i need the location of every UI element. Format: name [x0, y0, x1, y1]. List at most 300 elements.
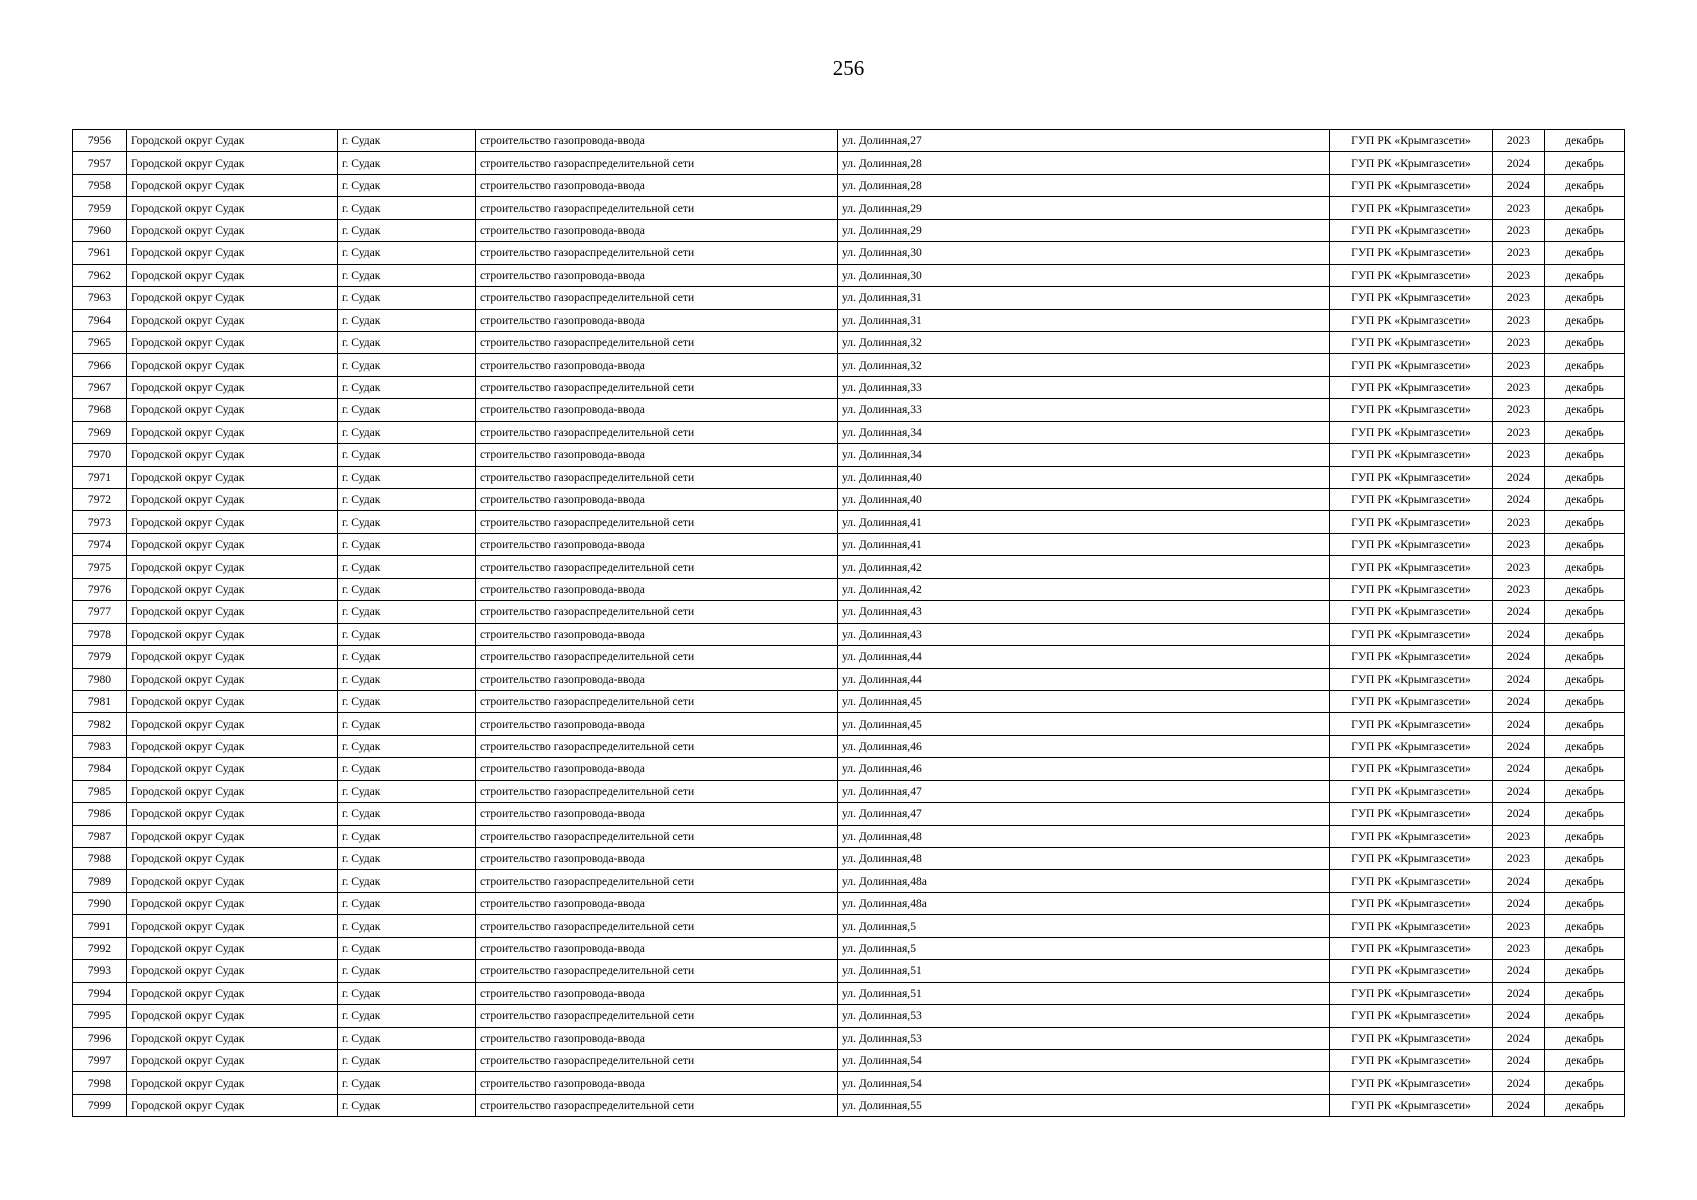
- work-type-cell: строительство газопровода-ввода: [476, 937, 838, 959]
- table-row: [73, 533, 1625, 555]
- row-number-cell: 7960: [73, 219, 127, 241]
- row-number-cell: 7997: [73, 1049, 127, 1071]
- contractor-cell: ГУП РК «Крымгазсети»: [1330, 713, 1493, 735]
- row-number-cell: 7999: [73, 1094, 127, 1116]
- municipality-cell: Городской округ Судак: [127, 690, 338, 712]
- settlement-cell: г. Судак: [338, 219, 476, 241]
- contractor-cell: ГУП РК «Крымгазсети»: [1330, 1094, 1493, 1116]
- settlement-cell: г. Судак: [338, 264, 476, 286]
- table-row: [73, 668, 1625, 690]
- row-number-cell: 7970: [73, 444, 127, 466]
- table-row: [73, 219, 1625, 241]
- year-cell: 2023: [1493, 331, 1545, 353]
- month-cell: декабрь: [1545, 960, 1625, 982]
- gasification-schedule-table: [72, 129, 1625, 1117]
- work-type-cell: строительство газопровода-ввода: [476, 803, 838, 825]
- address-cell: ул. Долинная,47: [838, 780, 1330, 802]
- municipality-cell: Городской округ Судак: [127, 892, 338, 914]
- row-number-cell: 7969: [73, 421, 127, 443]
- contractor-cell: ГУП РК «Крымгазсети»: [1330, 780, 1493, 802]
- contractor-cell: ГУП РК «Крымгазсети»: [1330, 803, 1493, 825]
- month-cell: декабрь: [1545, 489, 1625, 511]
- table-row: [73, 376, 1625, 398]
- year-cell: 2023: [1493, 578, 1545, 600]
- year-cell: 2024: [1493, 152, 1545, 174]
- contractor-cell: ГУП РК «Крымгазсети»: [1330, 646, 1493, 668]
- work-type-cell: строительство газопровода-ввода: [476, 578, 838, 600]
- work-type-cell: строительство газопровода-ввода: [476, 848, 838, 870]
- address-cell: ул. Долинная,32: [838, 331, 1330, 353]
- row-number-cell: 7958: [73, 174, 127, 196]
- address-cell: ул. Долинная,48а: [838, 870, 1330, 892]
- work-type-cell: строительство газораспределительной сети: [476, 511, 838, 533]
- contractor-cell: ГУП РК «Крымгазсети»: [1330, 309, 1493, 331]
- contractor-cell: ГУП РК «Крымгазсети»: [1330, 915, 1493, 937]
- row-number-cell: 7987: [73, 825, 127, 847]
- work-type-cell: строительство газопровода-ввода: [476, 1072, 838, 1094]
- contractor-cell: ГУП РК «Крымгазсети»: [1330, 444, 1493, 466]
- month-cell: декабрь: [1545, 982, 1625, 1004]
- row-number-cell: 7959: [73, 197, 127, 219]
- table-row: [73, 892, 1625, 914]
- municipality-cell: Городской округ Судак: [127, 331, 338, 353]
- table-row: [73, 713, 1625, 735]
- year-cell: 2023: [1493, 354, 1545, 376]
- page-number: 256: [832, 56, 865, 80]
- contractor-cell: ГУП РК «Крымгазсети»: [1330, 937, 1493, 959]
- row-number-cell: 7980: [73, 668, 127, 690]
- settlement-cell: г. Судак: [338, 960, 476, 982]
- settlement-cell: г. Судак: [338, 287, 476, 309]
- month-cell: декабрь: [1545, 511, 1625, 533]
- work-type-cell: строительство газораспределительной сети: [476, 376, 838, 398]
- settlement-cell: г. Судак: [338, 197, 476, 219]
- work-type-cell: строительство газораспределительной сети: [476, 1049, 838, 1071]
- contractor-cell: ГУП РК «Крымгазсети»: [1330, 489, 1493, 511]
- settlement-cell: г. Судак: [338, 1005, 476, 1027]
- year-cell: 2023: [1493, 848, 1545, 870]
- work-type-cell: строительство газораспределительной сети: [476, 1005, 838, 1027]
- work-type-cell: строительство газораспределительной сети: [476, 421, 838, 443]
- municipality-cell: Городской округ Судак: [127, 870, 338, 892]
- settlement-cell: г. Судак: [338, 376, 476, 398]
- month-cell: декабрь: [1545, 309, 1625, 331]
- settlement-cell: г. Судак: [338, 713, 476, 735]
- contractor-cell: ГУП РК «Крымгазсети»: [1330, 533, 1493, 555]
- work-type-cell: строительство газопровода-ввода: [476, 489, 838, 511]
- table-row: [73, 264, 1625, 286]
- contractor-cell: ГУП РК «Крымгазсети»: [1330, 690, 1493, 712]
- address-cell: ул. Долинная,48а: [838, 892, 1330, 914]
- contractor-cell: ГУП РК «Крымгазсети»: [1330, 735, 1493, 757]
- address-cell: ул. Долинная,29: [838, 197, 1330, 219]
- municipality-cell: Городской округ Судак: [127, 1005, 338, 1027]
- table-row: [73, 197, 1625, 219]
- table-row: [73, 1049, 1625, 1071]
- table-row: [73, 466, 1625, 488]
- settlement-cell: г. Судак: [338, 1072, 476, 1094]
- year-cell: 2024: [1493, 780, 1545, 802]
- contractor-cell: ГУП РК «Крымгазсети»: [1330, 219, 1493, 241]
- row-number-cell: 7992: [73, 937, 127, 959]
- work-type-cell: строительство газопровода-ввода: [476, 219, 838, 241]
- work-type-cell: строительство газораспределительной сети: [476, 825, 838, 847]
- month-cell: декабрь: [1545, 466, 1625, 488]
- municipality-cell: Городской округ Судак: [127, 533, 338, 555]
- settlement-cell: г. Судак: [338, 690, 476, 712]
- settlement-cell: г. Судак: [338, 331, 476, 353]
- table-row: [73, 623, 1625, 645]
- contractor-cell: ГУП РК «Крымгазсети»: [1330, 848, 1493, 870]
- row-number-cell: 7988: [73, 848, 127, 870]
- work-type-cell: строительство газопровода-ввода: [476, 758, 838, 780]
- table-row: [73, 960, 1625, 982]
- municipality-cell: Городской округ Судак: [127, 848, 338, 870]
- year-cell: 2024: [1493, 489, 1545, 511]
- contractor-cell: ГУП РК «Крымгазсети»: [1330, 421, 1493, 443]
- table-row: [73, 1072, 1625, 1094]
- table-row: [73, 444, 1625, 466]
- month-cell: декабрь: [1545, 421, 1625, 443]
- contractor-cell: ГУП РК «Крымгазсети»: [1330, 982, 1493, 1004]
- work-type-cell: строительство газопровода-ввода: [476, 174, 838, 196]
- work-type-cell: строительство газопровода-ввода: [476, 713, 838, 735]
- month-cell: декабрь: [1545, 646, 1625, 668]
- month-cell: декабрь: [1545, 601, 1625, 623]
- contractor-cell: ГУП РК «Крымгазсети»: [1330, 1072, 1493, 1094]
- year-cell: 2024: [1493, 690, 1545, 712]
- row-number-cell: 7964: [73, 309, 127, 331]
- address-cell: ул. Долинная,31: [838, 287, 1330, 309]
- row-number-cell: 7967: [73, 376, 127, 398]
- settlement-cell: г. Судак: [338, 937, 476, 959]
- contractor-cell: ГУП РК «Крымгазсети»: [1330, 1005, 1493, 1027]
- work-type-cell: строительство газораспределительной сети: [476, 1094, 838, 1116]
- month-cell: декабрь: [1545, 690, 1625, 712]
- table-row: [73, 511, 1625, 533]
- table-row: [73, 848, 1625, 870]
- table-row: [73, 399, 1625, 421]
- contractor-cell: ГУП РК «Крымгазсети»: [1330, 264, 1493, 286]
- address-cell: ул. Долинная,54: [838, 1072, 1330, 1094]
- address-cell: ул. Долинная,40: [838, 466, 1330, 488]
- settlement-cell: г. Судак: [338, 848, 476, 870]
- address-cell: ул. Долинная,34: [838, 421, 1330, 443]
- address-cell: ул. Долинная,55: [838, 1094, 1330, 1116]
- month-cell: декабрь: [1545, 556, 1625, 578]
- table-row: [73, 690, 1625, 712]
- month-cell: декабрь: [1545, 578, 1625, 600]
- settlement-cell: г. Судак: [338, 623, 476, 645]
- year-cell: 2023: [1493, 376, 1545, 398]
- address-cell: ул. Долинная,40: [838, 489, 1330, 511]
- address-cell: ул. Долинная,31: [838, 309, 1330, 331]
- year-cell: 2023: [1493, 421, 1545, 443]
- row-number-cell: 7985: [73, 780, 127, 802]
- month-cell: декабрь: [1545, 848, 1625, 870]
- row-number-cell: 7956: [73, 130, 127, 152]
- municipality-cell: Городской округ Судак: [127, 1094, 338, 1116]
- row-number-cell: 7966: [73, 354, 127, 376]
- row-number-cell: 7990: [73, 892, 127, 914]
- work-type-cell: строительство газораспределительной сети: [476, 556, 838, 578]
- work-type-cell: строительство газораспределительной сети: [476, 331, 838, 353]
- month-cell: декабрь: [1545, 1072, 1625, 1094]
- address-cell: ул. Долинная,54: [838, 1049, 1330, 1071]
- month-cell: декабрь: [1545, 870, 1625, 892]
- year-cell: 2024: [1493, 735, 1545, 757]
- settlement-cell: г. Судак: [338, 309, 476, 331]
- month-cell: декабрь: [1545, 331, 1625, 353]
- year-cell: 2023: [1493, 287, 1545, 309]
- address-cell: ул. Долинная,51: [838, 960, 1330, 982]
- settlement-cell: г. Судак: [338, 1049, 476, 1071]
- contractor-cell: ГУП РК «Крымгазсети»: [1330, 668, 1493, 690]
- table-row: [73, 803, 1625, 825]
- municipality-cell: Городской округ Судак: [127, 668, 338, 690]
- work-type-cell: строительство газопровода-ввода: [476, 354, 838, 376]
- table-row: [73, 174, 1625, 196]
- settlement-cell: г. Судак: [338, 1027, 476, 1049]
- work-type-cell: строительство газораспределительной сети: [476, 735, 838, 757]
- year-cell: 2024: [1493, 601, 1545, 623]
- month-cell: декабрь: [1545, 668, 1625, 690]
- settlement-cell: г. Судак: [338, 982, 476, 1004]
- month-cell: декабрь: [1545, 937, 1625, 959]
- address-cell: ул. Долинная,28: [838, 174, 1330, 196]
- year-cell: 2024: [1493, 1005, 1545, 1027]
- municipality-cell: Городской округ Судак: [127, 130, 338, 152]
- year-cell: 2024: [1493, 892, 1545, 914]
- municipality-cell: Городской округ Судак: [127, 399, 338, 421]
- row-number-cell: 7984: [73, 758, 127, 780]
- row-number-cell: 7983: [73, 735, 127, 757]
- settlement-cell: г. Судак: [338, 399, 476, 421]
- table-row: [73, 937, 1625, 959]
- municipality-cell: Городской округ Судак: [127, 758, 338, 780]
- settlement-cell: г. Судак: [338, 892, 476, 914]
- settlement-cell: г. Судак: [338, 421, 476, 443]
- month-cell: декабрь: [1545, 354, 1625, 376]
- settlement-cell: г. Судак: [338, 533, 476, 555]
- address-cell: ул. Долинная,33: [838, 376, 1330, 398]
- address-cell: ул. Долинная,33: [838, 399, 1330, 421]
- month-cell: декабрь: [1545, 1027, 1625, 1049]
- address-cell: ул. Долинная,5: [838, 937, 1330, 959]
- work-type-cell: строительство газораспределительной сети: [476, 287, 838, 309]
- address-cell: ул. Долинная,41: [838, 511, 1330, 533]
- work-type-cell: строительство газораспределительной сети: [476, 197, 838, 219]
- municipality-cell: Городской округ Судак: [127, 174, 338, 196]
- year-cell: 2023: [1493, 309, 1545, 331]
- contractor-cell: ГУП РК «Крымгазсети»: [1330, 197, 1493, 219]
- settlement-cell: г. Судак: [338, 1094, 476, 1116]
- contractor-cell: ГУП РК «Крымгазсети»: [1330, 130, 1493, 152]
- contractor-cell: ГУП РК «Крымгазсети»: [1330, 870, 1493, 892]
- municipality-cell: Городской округ Судак: [127, 152, 338, 174]
- work-type-cell: строительство газопровода-ввода: [476, 264, 838, 286]
- table-row: [73, 242, 1625, 264]
- address-cell: ул. Долинная,42: [838, 578, 1330, 600]
- address-cell: ул. Долинная,53: [838, 1005, 1330, 1027]
- year-cell: 2024: [1493, 646, 1545, 668]
- municipality-cell: Городской округ Судак: [127, 1027, 338, 1049]
- row-number-cell: 7977: [73, 601, 127, 623]
- month-cell: декабрь: [1545, 1049, 1625, 1071]
- address-cell: ул. Долинная,51: [838, 982, 1330, 1004]
- municipality-cell: Городской округ Судак: [127, 803, 338, 825]
- table-row: [73, 354, 1625, 376]
- month-cell: декабрь: [1545, 399, 1625, 421]
- address-cell: ул. Долинная,48: [838, 848, 1330, 870]
- month-cell: декабрь: [1545, 533, 1625, 555]
- settlement-cell: г. Судак: [338, 174, 476, 196]
- contractor-cell: ГУП РК «Крымгазсети»: [1330, 331, 1493, 353]
- row-number-cell: 7968: [73, 399, 127, 421]
- table-row: [73, 825, 1625, 847]
- work-type-cell: строительство газопровода-ввода: [476, 668, 838, 690]
- municipality-cell: Городской округ Судак: [127, 713, 338, 735]
- contractor-cell: ГУП РК «Крымгазсети»: [1330, 892, 1493, 914]
- year-cell: 2024: [1493, 758, 1545, 780]
- municipality-cell: Городской округ Судак: [127, 735, 338, 757]
- address-cell: ул. Долинная,47: [838, 803, 1330, 825]
- table-row: [73, 870, 1625, 892]
- work-type-cell: строительство газопровода-ввода: [476, 399, 838, 421]
- settlement-cell: г. Судак: [338, 511, 476, 533]
- municipality-cell: Городской округ Судак: [127, 601, 338, 623]
- work-type-cell: строительство газораспределительной сети: [476, 466, 838, 488]
- row-number-cell: 7965: [73, 331, 127, 353]
- contractor-cell: ГУП РК «Крымгазсети»: [1330, 466, 1493, 488]
- address-cell: ул. Долинная,53: [838, 1027, 1330, 1049]
- year-cell: 2024: [1493, 803, 1545, 825]
- month-cell: декабрь: [1545, 1005, 1625, 1027]
- contractor-cell: ГУП РК «Крымгазсети»: [1330, 556, 1493, 578]
- contractor-cell: ГУП РК «Крымгазсети»: [1330, 399, 1493, 421]
- month-cell: декабрь: [1545, 758, 1625, 780]
- row-number-cell: 7961: [73, 242, 127, 264]
- month-cell: декабрь: [1545, 780, 1625, 802]
- settlement-cell: г. Судак: [338, 578, 476, 600]
- row-number-cell: 7991: [73, 915, 127, 937]
- row-number-cell: 7982: [73, 713, 127, 735]
- work-type-cell: строительство газораспределительной сети: [476, 870, 838, 892]
- row-number-cell: 7962: [73, 264, 127, 286]
- contractor-cell: ГУП РК «Крымгазсети»: [1330, 578, 1493, 600]
- year-cell: 2023: [1493, 197, 1545, 219]
- work-type-cell: строительство газопровода-ввода: [476, 309, 838, 331]
- table-row: [73, 982, 1625, 1004]
- contractor-cell: ГУП РК «Крымгазсети»: [1330, 287, 1493, 309]
- municipality-cell: Городской округ Судак: [127, 466, 338, 488]
- municipality-cell: Городской округ Судак: [127, 489, 338, 511]
- table-row: [73, 780, 1625, 802]
- work-type-cell: строительство газопровода-ввода: [476, 444, 838, 466]
- settlement-cell: г. Судак: [338, 780, 476, 802]
- table-row: [73, 309, 1625, 331]
- month-cell: декабрь: [1545, 444, 1625, 466]
- row-number-cell: 7994: [73, 982, 127, 1004]
- address-cell: ул. Долинная,43: [838, 623, 1330, 645]
- municipality-cell: Городской округ Судак: [127, 219, 338, 241]
- table-row: [73, 915, 1625, 937]
- table-row: [73, 556, 1625, 578]
- address-cell: ул. Долинная,30: [838, 242, 1330, 264]
- year-cell: 2024: [1493, 982, 1545, 1004]
- municipality-cell: Городской округ Судак: [127, 780, 338, 802]
- municipality-cell: Городской округ Судак: [127, 623, 338, 645]
- year-cell: 2024: [1493, 1049, 1545, 1071]
- table-row: [73, 152, 1625, 174]
- work-type-cell: строительство газопровода-ввода: [476, 533, 838, 555]
- municipality-cell: Городской округ Судак: [127, 287, 338, 309]
- settlement-cell: г. Судак: [338, 915, 476, 937]
- contractor-cell: ГУП РК «Крымгазсети»: [1330, 623, 1493, 645]
- settlement-cell: г. Судак: [338, 803, 476, 825]
- municipality-cell: Городской округ Судак: [127, 421, 338, 443]
- settlement-cell: г. Судак: [338, 758, 476, 780]
- municipality-cell: Городской округ Судак: [127, 197, 338, 219]
- municipality-cell: Городской округ Судак: [127, 646, 338, 668]
- table-row: [73, 1005, 1625, 1027]
- address-cell: ул. Долинная,43: [838, 601, 1330, 623]
- year-cell: 2023: [1493, 444, 1545, 466]
- month-cell: декабрь: [1545, 174, 1625, 196]
- work-type-cell: строительство газораспределительной сети: [476, 601, 838, 623]
- month-cell: декабрь: [1545, 803, 1625, 825]
- address-cell: ул. Долинная,30: [838, 264, 1330, 286]
- contractor-cell: ГУП РК «Крымгазсети»: [1330, 242, 1493, 264]
- year-cell: 2024: [1493, 1094, 1545, 1116]
- table-row: [73, 331, 1625, 353]
- month-cell: декабрь: [1545, 287, 1625, 309]
- table-row: [73, 130, 1625, 152]
- table-row: [73, 646, 1625, 668]
- address-cell: ул. Долинная,45: [838, 713, 1330, 735]
- settlement-cell: г. Судак: [338, 466, 476, 488]
- address-cell: ул. Долинная,28: [838, 152, 1330, 174]
- work-type-cell: строительство газопровода-ввода: [476, 982, 838, 1004]
- month-cell: декабрь: [1545, 915, 1625, 937]
- address-cell: ул. Долинная,27: [838, 130, 1330, 152]
- table-row: [73, 758, 1625, 780]
- contractor-cell: ГУП РК «Крымгазсети»: [1330, 601, 1493, 623]
- row-number-cell: 7989: [73, 870, 127, 892]
- work-type-cell: строительство газопровода-ввода: [476, 1027, 838, 1049]
- row-number-cell: 7981: [73, 690, 127, 712]
- municipality-cell: Городской округ Судак: [127, 242, 338, 264]
- work-type-cell: строительство газопровода-ввода: [476, 892, 838, 914]
- work-type-cell: строительство газораспределительной сети: [476, 690, 838, 712]
- municipality-cell: Городской округ Судак: [127, 982, 338, 1004]
- year-cell: 2024: [1493, 713, 1545, 735]
- municipality-cell: Городской округ Судак: [127, 937, 338, 959]
- contractor-cell: ГУП РК «Крымгазсети»: [1330, 1027, 1493, 1049]
- row-number-cell: 7971: [73, 466, 127, 488]
- row-number-cell: 7974: [73, 533, 127, 555]
- year-cell: 2024: [1493, 1027, 1545, 1049]
- address-cell: ул. Долинная,44: [838, 668, 1330, 690]
- settlement-cell: г. Судак: [338, 646, 476, 668]
- address-cell: ул. Долинная,46: [838, 758, 1330, 780]
- municipality-cell: Городской округ Судак: [127, 825, 338, 847]
- municipality-cell: Городской округ Судак: [127, 354, 338, 376]
- year-cell: 2024: [1493, 870, 1545, 892]
- row-number-cell: 7979: [73, 646, 127, 668]
- work-type-cell: строительство газораспределительной сети: [476, 780, 838, 802]
- table-row: [73, 287, 1625, 309]
